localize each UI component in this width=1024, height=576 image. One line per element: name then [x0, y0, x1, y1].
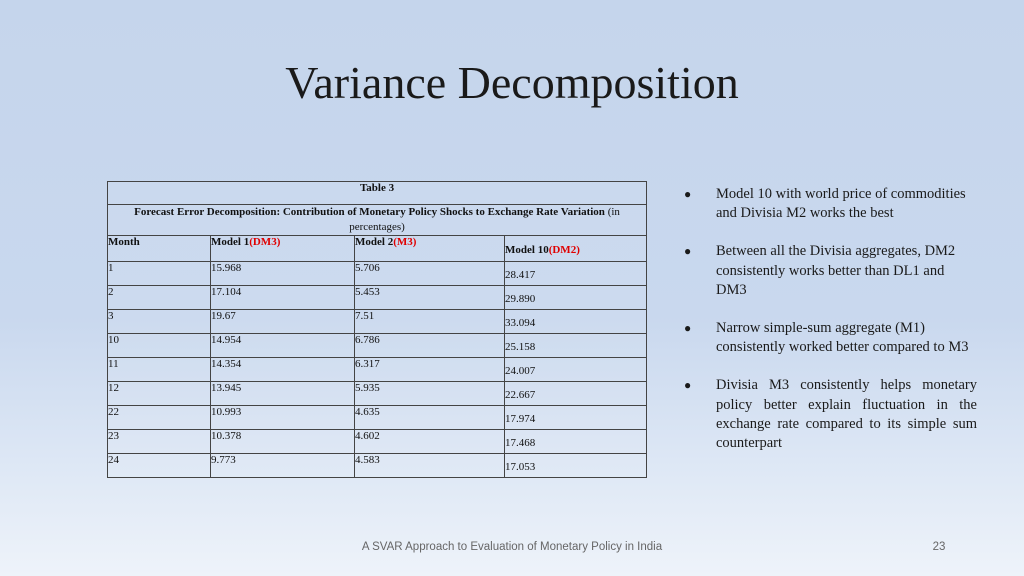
table-cell: 25.158 [505, 334, 647, 358]
table-cell: 17.468 [505, 430, 647, 454]
table-cell: 14.954 [211, 334, 355, 358]
table-cell: 19.67 [211, 310, 355, 334]
bullet-item [682, 242, 977, 300]
table-row [108, 430, 647, 454]
header-label: Model 1 [211, 236, 250, 248]
table-cell: 4.635 [355, 406, 505, 430]
bullet-dot-icon: ● [684, 321, 692, 336]
header-label: Month [108, 236, 140, 248]
table-cell: 14.354 [211, 358, 355, 382]
table-cell: 28.417 [505, 262, 647, 286]
table-cell: 12 [108, 382, 211, 406]
header-model-10 [505, 236, 647, 262]
table-cell: 9.773 [211, 454, 355, 478]
header-label: Model 10 [505, 244, 549, 256]
table-caption-row [108, 182, 647, 205]
table-row [108, 334, 647, 358]
table-subtitle-bold: Forecast Error Decomposition: Contribution of Monetary Policy Shocks to Exchange Rate Variation [134, 206, 605, 218]
table-cell: 1 [108, 262, 211, 286]
table-caption: Table 3 [108, 182, 647, 205]
header-model-2 [355, 236, 505, 262]
table-cell: 4.602 [355, 430, 505, 454]
table-row [108, 310, 647, 334]
bullet-text: Divisia M3 consistently helps monetary policy better explain fluctuation in the exchange rate compared to its simple sum counterpart [716, 377, 977, 452]
table-cell: 2 [108, 286, 211, 310]
table-cell: 5.706 [355, 262, 505, 286]
bullet-text: Narrow simple-sum aggregate (M1) consistently worked better compared to M3 [716, 320, 969, 356]
table-subtitle-row [108, 205, 647, 236]
table-subtitle-rest: (in percentages) [349, 206, 620, 233]
table-cell: 22 [108, 406, 211, 430]
bullet-dot-icon: ● [684, 378, 692, 393]
table-cell: 22.667 [505, 382, 647, 406]
table-cell: 24.007 [505, 358, 647, 382]
table-header-row [108, 236, 647, 262]
bullet-text: Model 10 with world price of commodities and Divisia M2 works the best [716, 186, 966, 222]
header-model-1 [211, 236, 355, 262]
table-row [108, 286, 647, 310]
bullet-dot-icon: ● [684, 244, 692, 259]
bullet-item [682, 319, 977, 357]
header-highlight: (DM2) [548, 244, 580, 256]
slide-title: Variance Decomposition [285, 57, 739, 108]
variance-decomposition-table [107, 181, 647, 478]
table-row [108, 454, 647, 478]
table-row [108, 262, 647, 286]
header-month [108, 236, 211, 262]
table-row [108, 406, 647, 430]
table-subtitle [108, 205, 647, 236]
table-cell: 5.453 [355, 286, 505, 310]
bullet-item [682, 185, 977, 223]
header-highlight: (DM3) [249, 236, 281, 248]
header-highlight: (M3) [393, 236, 417, 248]
bullet-dot-icon: ● [684, 187, 692, 201]
table-cell: 33.094 [505, 310, 647, 334]
table-cell: 10 [108, 334, 211, 358]
table-row [108, 358, 647, 382]
table-cell: 3 [108, 310, 211, 334]
table-cell: 23 [108, 430, 211, 454]
table-cell: 11 [108, 358, 211, 382]
table-cell: 7.51 [355, 310, 505, 334]
table-cell: 17.974 [505, 406, 647, 430]
table-cell: 13.945 [211, 382, 355, 406]
table-cell: 4.583 [355, 454, 505, 478]
table-cell: 5.935 [355, 382, 505, 406]
bullet-item [682, 376, 977, 453]
table-row [108, 382, 647, 406]
table-cell: 6.786 [355, 334, 505, 358]
bullet-list [682, 185, 977, 472]
table-cell: 6.317 [355, 358, 505, 382]
bullet-text: Between all the Divisia aggregates, DM2 consistently works better than DL1 and DM3 [716, 243, 956, 298]
table-cell: 10.378 [211, 430, 355, 454]
slide-footer: A SVAR Approach to Evaluation of Monetary Policy in India [361, 541, 663, 553]
header-label: Model 2 [355, 236, 394, 248]
table-cell: 24 [108, 454, 211, 478]
table-cell: 17.104 [211, 286, 355, 310]
table-cell: 17.053 [505, 454, 647, 478]
page-number: 23 [932, 541, 946, 553]
table-cell: 29.890 [505, 286, 647, 310]
table-cell: 10.993 [211, 406, 355, 430]
table-cell: 15.968 [211, 262, 355, 286]
